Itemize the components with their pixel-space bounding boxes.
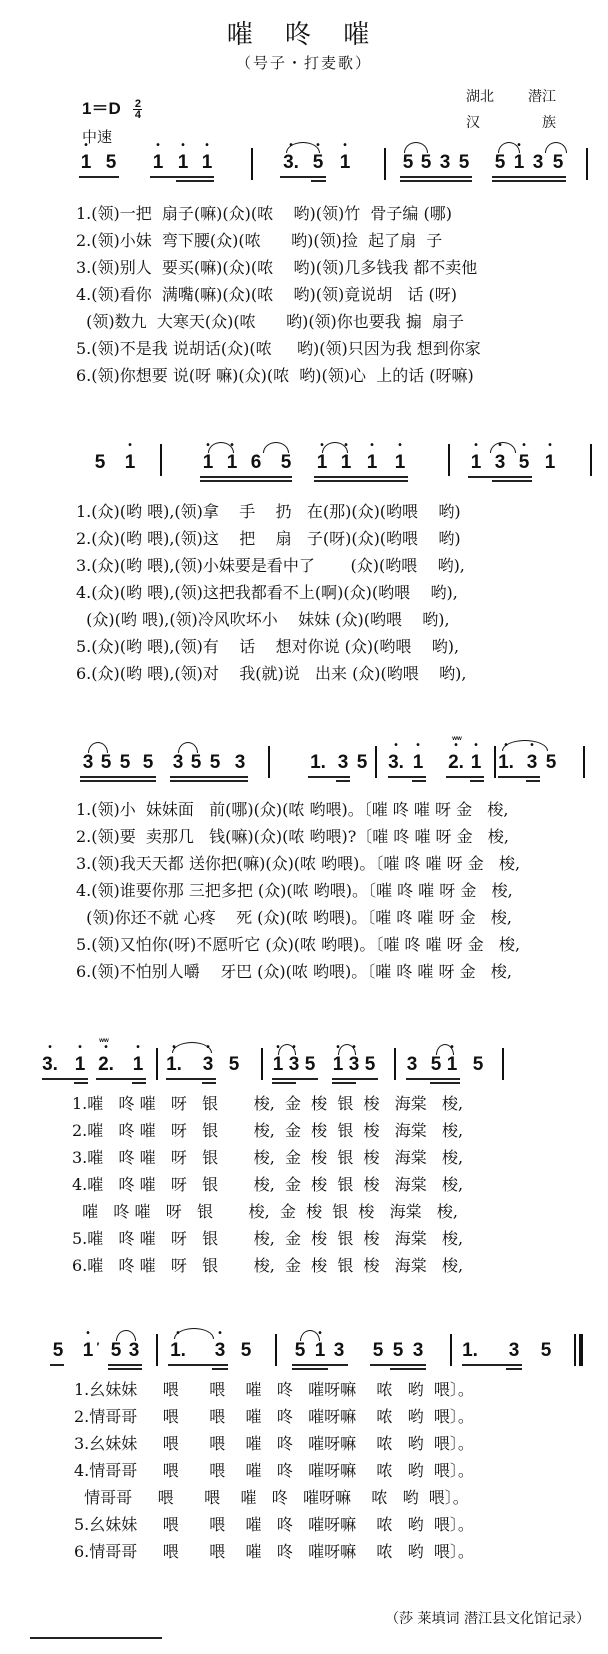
lyric-line: 2.嗺 咚 嗺 呀 银 梭, 金 梭 银 梭 海棠 梭, (72, 1121, 464, 1140)
lyrics-block-4 (72, 1090, 592, 1279)
lyric-line: 4.(众)(哟 喂),(领)这把我都看不上(啊)(众)(哟喂 哟), (76, 583, 458, 602)
lyric-line: 6.(领)你想要 说(呀 嘛)(众)(哝 哟)(领)心 上的话 (呀嘛) (76, 366, 474, 385)
tempo-marking: 中速 (82, 128, 113, 146)
lyric-line: 4.(领)谁要你那 三把多把 (众)(哝 哟喂)。〔嗺 咚 嗺 呀 金 梭, (76, 881, 513, 900)
lyric-line: 5.(领)又怕你(呀)不愿听它 (众)(哝 哟喂)。〔嗺 咚 嗺 呀 金 梭, (76, 935, 521, 954)
staff-line-2: 5 • 1 • 1 • 1 6 5 • 1 • 1 • 1 • 1 • 1 • 3 • 5 • 1 (0, 448, 608, 488)
lyric-line: 1.嗺 咚 嗺 呀 银 梭, 金 梭 银 梭 海棠 梭, (72, 1094, 464, 1113)
lyric-line: 2.(领)要 卖那几 钱(嘛)(众)(哝 哟喂)?〔嗺 咚 嗺 呀 金 梭, (76, 827, 509, 846)
lyric-line: 1.(众)(哟 喂),(领)拿 手 扔 在(那)(众)(哟喂 哟) (76, 502, 461, 521)
lyric-line: 6.(领)不怕别人嚼 牙巴 (众)(哝 哟喂)。〔嗺 咚 嗺 呀 金 梭, (76, 962, 512, 981)
lyric-line: 2.(领)小妹 弯下腰(众)(哝 哟)(领)捡 起了扇 子 (76, 231, 443, 250)
time-signature: $\frac{2}{4}$ (134, 98, 142, 122)
lyric-line: 6.情哥哥 喂 喂 嗺 咚 嗺呀嘛 哝 哟 喂〕。 (74, 1542, 474, 1561)
key-signature (82, 94, 142, 120)
origin-info: 湖北 潜江 汉 族 (466, 89, 556, 131)
lyrics-block-5 (74, 1376, 594, 1565)
credit-line: （莎 莱填词 潜江县文化馆记录） (385, 1611, 590, 1627)
lyric-line: 6.嗺 咚 嗺 呀 银 梭, 金 梭 银 梭 海棠 梭, (72, 1256, 464, 1275)
lyric-line: 5.嗺 咚 嗺 呀 银 梭, 金 梭 银 梭 海棠 梭, (72, 1229, 464, 1248)
lyric-line: 2.情哥哥 喂 喂 嗺 咚 嗺呀嘛 哝 哟 喂〕。 (74, 1407, 474, 1426)
lyric-line: 5.(众)(哟 喂),(领)有 话 想对你说 (众)(哟喂 哟), (76, 637, 460, 656)
staff-line-3: 3 5 5 5 3 5 5 3 1. 3 5 • 3. • 1 ʷʷ • 2. • 1 • 1. • 3 5 (0, 748, 608, 788)
lyric-line: 4.情哥哥 喂 喂 嗺 咚 嗺呀嘛 哝 哟 喂〕。 (74, 1461, 474, 1480)
lyric-line: 1.(领)小 妹妹面 前(哪)(众)(哝 哟喂)。〔嗺 咚 嗺 呀 金 梭, (76, 800, 509, 819)
lyric-line: 4.嗺 咚 嗺 呀 银 梭, 金 梭 银 梭 海棠 梭, (72, 1175, 464, 1194)
lyric-line: 嗺 咚 嗺 呀 银 梭, 金 梭 银 梭 海棠 梭, (72, 1202, 459, 1221)
lyric-line: 3.(领)我天天都 送你把(嘛)(众)(哝 哟喂)。〔嗺 咚 嗺 呀 金 梭, (76, 854, 521, 873)
key-label: 1＝D (82, 99, 121, 118)
lyric-line: 3.(众)(哟 喂),(领)小妹要是看中了 (众)(哟喂 哟), (76, 556, 465, 575)
lyric-line: 6.(众)(哟 喂),(领)对 我(就)说 出来 (众)(哟喂 哟), (76, 664, 467, 683)
footnote-divider (30, 1637, 162, 1639)
lyrics-block-2 (76, 498, 596, 687)
song-subtitle: （号子・打麦歌） (235, 54, 372, 72)
staff-line-5: 5 • 1 ′ 5 3 • 1. • 3 5 5 • 1 3 5 5 3 1. 3 5 (0, 1336, 608, 1376)
lyrics-block-1 (76, 200, 596, 389)
lyric-line: 1.幺妹妹 喂 喂 嗺 咚 嗺呀嘛 哝 哟 喂〕。 (74, 1380, 474, 1399)
lyric-line: 3.嗺 咚 嗺 呀 银 梭, 金 梭 银 梭 海棠 梭, (72, 1148, 464, 1167)
lyrics-block-3 (76, 796, 596, 985)
lyric-line: (众)(哟 喂),(领)冷风吹坏小 妹妹 (众)(哟喂 哟), (76, 610, 450, 629)
lyric-line: 2.(众)(哟 喂),(领)这 把 扇 子(呀)(众)(哟喂 哟) (76, 529, 461, 548)
lyric-line: 4.(领)看你 满嘴(嘛)(众)(哝 哟)(领)竟说胡 话 (呀) (76, 285, 458, 304)
lyric-line: 3.幺妹妹 喂 喂 嗺 咚 嗺呀嘛 哝 哟 喂〕。 (74, 1434, 474, 1453)
lyric-line: 3.(领)别人 要买(嘛)(众)(哝 哟)(领)几多钱我 都不卖他 (76, 258, 478, 277)
lyric-line: 1.(领)一把 扇子(嘛)(众)(哝 哟)(领)竹 骨子编 (哪) (76, 204, 452, 223)
staff-line-1: • 1 5 • 1 • 1 • 1 • 3. • 5 • 1 5 5 3 5 5 • 1 3 5 (0, 148, 608, 188)
staff-line-4: • 3. • 1 ʷʷ • 2. • 1 • 1. • 3 5 • 1 • 3 5 • 1 • 3 5 3 5 • 1 5 (0, 1050, 608, 1090)
lyric-line: 情哥哥 喂 喂 嗺 咚 嗺呀嘛 哝 哟 喂〕。 (74, 1488, 469, 1507)
lyric-line: 5.幺妹妹 喂 喂 嗺 咚 嗺呀嘛 哝 哟 喂〕。 (74, 1515, 474, 1534)
lyric-line: 5.(领)不是我 说胡话(众)(哝 哟)(领)只因为我 想到你家 (76, 339, 481, 358)
lyric-line: (领)数九 大寒天(众)(哝 哟)(领)你也要我 搧 扇子 (76, 312, 465, 331)
song-title: 嗺 咚 嗺 (226, 20, 382, 50)
lyric-line: (领)你还不就 心疼 死 (众)(哝 哟喂)。〔嗺 咚 嗺 呀 金 梭, (76, 908, 512, 927)
